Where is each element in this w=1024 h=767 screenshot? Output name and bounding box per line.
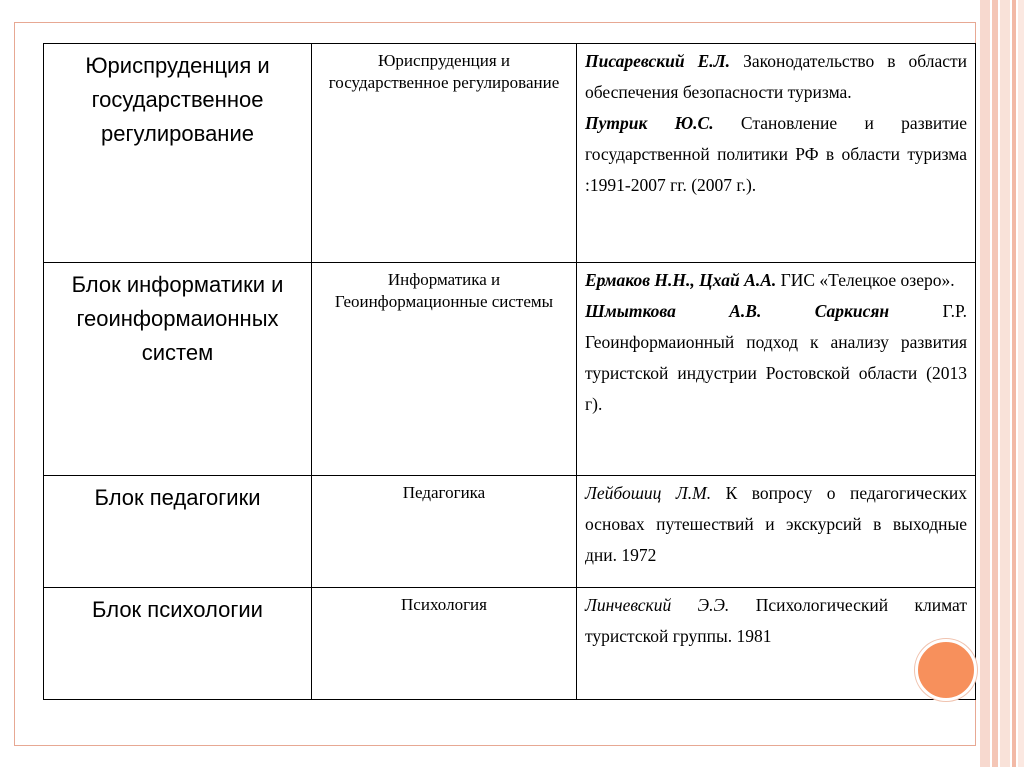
stripe: [992, 0, 998, 767]
reference-title: Психологический климат туристской группы. 1981: [585, 595, 968, 646]
references: [577, 44, 975, 201]
reference-author: Линчевский Э.Э.: [585, 595, 730, 615]
reference-item: [585, 46, 967, 108]
block-name: Юриспруденция и государственное регулирование: [85, 53, 270, 146]
table-row: [44, 263, 976, 476]
references-cell: [577, 476, 976, 588]
table-row: [44, 588, 976, 700]
discipline-name: Юриспруденция и государственное регулирование: [328, 51, 560, 92]
block-cell: [44, 263, 312, 476]
reference-title: ГИС «Телецкое озеро».: [776, 270, 955, 290]
decorative-circle: [915, 639, 977, 701]
stripe: [1018, 0, 1024, 767]
discipline-name: Информатика и Геоинформационные системы: [334, 270, 554, 311]
references-cell: [577, 588, 976, 700]
block-name: Блок психологии: [92, 597, 263, 622]
block-cell: [44, 476, 312, 588]
reference-title: Законодательство в области обеспечения безопасности туризма.: [585, 51, 968, 102]
disciplines-table: [43, 43, 976, 700]
reference-author: Путрик Ю.С.: [585, 113, 714, 133]
discipline-cell: [312, 263, 577, 476]
reference-author: Лейбошиц Л.М.: [585, 483, 712, 503]
references-cell: [577, 44, 976, 263]
references: [577, 588, 975, 652]
discipline-name: Психология: [401, 595, 487, 614]
references-cell: [577, 263, 976, 476]
reference-author: Писаревский Е.Л.: [585, 51, 731, 71]
discipline-cell: [312, 44, 577, 263]
reference-title: К вопросу о педагогических основах путешествий и экскурсий в выходные дни. 1972: [585, 483, 967, 565]
reference-item: [585, 590, 967, 652]
block-cell: [44, 588, 312, 700]
block-cell: [44, 44, 312, 263]
reference-title: Г.Р. Геоинформаионный подход к анализу развития туристской индустрии Ростовской области (2013 г).: [585, 301, 967, 414]
reference-item: [585, 108, 967, 201]
references: [577, 263, 975, 420]
discipline-cell: [312, 476, 577, 588]
reference-author: Шмыткова А.В. Саркисян: [585, 301, 890, 321]
reference-item: [585, 478, 967, 571]
references: [577, 476, 975, 571]
reference-item: [585, 296, 967, 420]
stripe: [980, 0, 990, 767]
table-row: [44, 44, 976, 263]
stripe: [1012, 0, 1016, 767]
decorative-side-stripes: [980, 0, 1024, 767]
stripe: [1000, 0, 1010, 767]
reference-item: [585, 265, 967, 296]
table-row: [44, 476, 976, 588]
discipline-name: Педагогика: [402, 483, 486, 502]
discipline-cell: [312, 588, 577, 700]
reference-title: Становление и развитие государственной политики РФ в области туризма :1991-2007 гг. (2007 г.).: [585, 113, 968, 195]
block-name: Блок педагогики: [94, 485, 261, 510]
reference-author: Ермаков Н.Н., Цхай А.А.: [585, 270, 777, 290]
block-name: Блок информатики и геоинформаионных систем: [71, 272, 284, 365]
